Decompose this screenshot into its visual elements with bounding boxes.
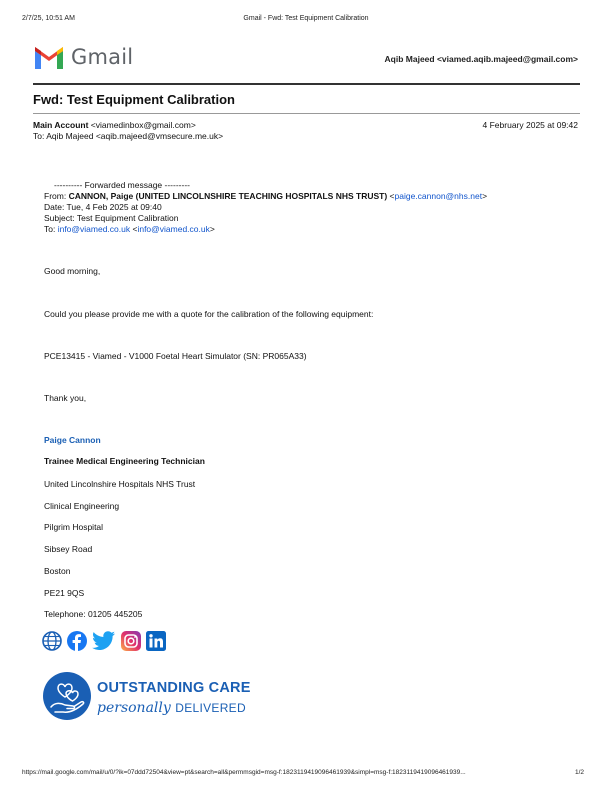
forwarded-from-label: From:	[44, 191, 69, 201]
signature-line: Pilgrim Hospital	[44, 522, 104, 532]
forwarded-to-email-link-2[interactable]: info@viamed.co.uk	[137, 224, 210, 234]
body-equipment: PCE13415 - Viamed - V1000 Foetal Heart Simulator (SN: PR065A33)	[44, 351, 307, 361]
signature-line: Clinical Engineering	[44, 501, 120, 511]
account-email: Aqib Majeed <viamed.aqib.majeed@gmail.com>	[384, 54, 578, 64]
forwarded-from-name: CANNON, Paige (UNITED LINCOLNSHIRE TEACHING HOSPITALS NHS TRUST)	[68, 191, 388, 201]
gmail-brand-text: Gmail	[71, 45, 134, 69]
facebook-icon[interactable]	[67, 631, 87, 651]
banner-title: OUTSTANDING CARE	[97, 680, 251, 696]
forwarded-from-email-link[interactable]: paige.cannon@nhs.net	[394, 191, 483, 201]
gmail-logo-icon	[33, 45, 65, 69]
instagram-icon[interactable]	[121, 631, 141, 651]
caring-hands-logo-icon	[42, 671, 92, 721]
signature-line: United Lincolnshire Hospitals NHS Trust	[44, 479, 196, 489]
body-greeting: Good morning,	[44, 266, 101, 276]
message-from	[33, 120, 196, 130]
linkedin-icon[interactable]	[146, 631, 166, 651]
message-subject: Fwd: Test Equipment Calibration	[33, 92, 235, 107]
forwarded-to-label: To:	[44, 224, 58, 234]
forwarded-to-email-link[interactable]: info@viamed.co.uk	[57, 224, 131, 234]
from-email: <viamedinbox@gmail.com>	[90, 120, 196, 130]
forwarded-date: Date: Tue, 4 Feb 2025 at 09:40	[44, 202, 162, 212]
banner-subtitle-italic: personally	[97, 700, 171, 716]
forwarded-header	[44, 180, 487, 235]
forwarded-from: From: CANNON, Paige (UNITED LINCOLNSHIRE TEACHING HOSPITALS NHS TRUST) <paige.cannon@nhs.net>	[44, 191, 488, 201]
subject-divider	[33, 113, 580, 114]
forwarded-divider: ---------- Forwarded message ---------	[54, 180, 190, 190]
message-date: 4 February 2025 at 09:42	[482, 120, 578, 130]
body-request: Could you please provide me with a quote for the calibration of the following equipment:	[44, 309, 374, 319]
message-to: To: Aqib Majeed <aqib.majeed@vmsecure.me.uk>	[33, 131, 224, 141]
from-name: Main Account	[33, 120, 89, 130]
outstanding-care-banner	[42, 671, 251, 721]
signature-line: Boston	[44, 566, 71, 576]
forwarded-subject: Subject: Test Equipment Calibration	[44, 213, 179, 223]
signature-phone: Telephone: 01205 445205	[44, 609, 143, 619]
signature-line: Sibsey Road	[44, 544, 93, 554]
signature-name: Paige Cannon	[44, 435, 101, 445]
twitter-icon[interactable]	[92, 631, 116, 651]
print-url: https://mail.google.com/mail/u/0/?ik=07ddd72504&view=pt&search=all&permmsgid=msg-f:1823119419096461939&simpl=msg-f:1823119419096461939...	[22, 769, 466, 776]
print-datetime: 2/7/25, 10:51 AM	[22, 15, 75, 22]
signature-line: PE21 9QS	[44, 588, 85, 598]
globe-icon[interactable]	[42, 631, 62, 651]
body-closing: Thank you,	[44, 393, 87, 403]
header-divider	[33, 83, 580, 85]
forwarded-to: To: info@viamed.co.uk <info@viamed.co.uk>	[44, 224, 215, 234]
banner-subtitle-caps: DELIVERED	[175, 701, 246, 715]
print-page-number: 1/2	[575, 769, 585, 776]
banner-subtitle	[97, 699, 246, 717]
signature-role: Trainee Medical Engineering Technician	[44, 456, 205, 466]
print-page-title: Gmail - Fwd: Test Equipment Calibration	[243, 15, 369, 22]
